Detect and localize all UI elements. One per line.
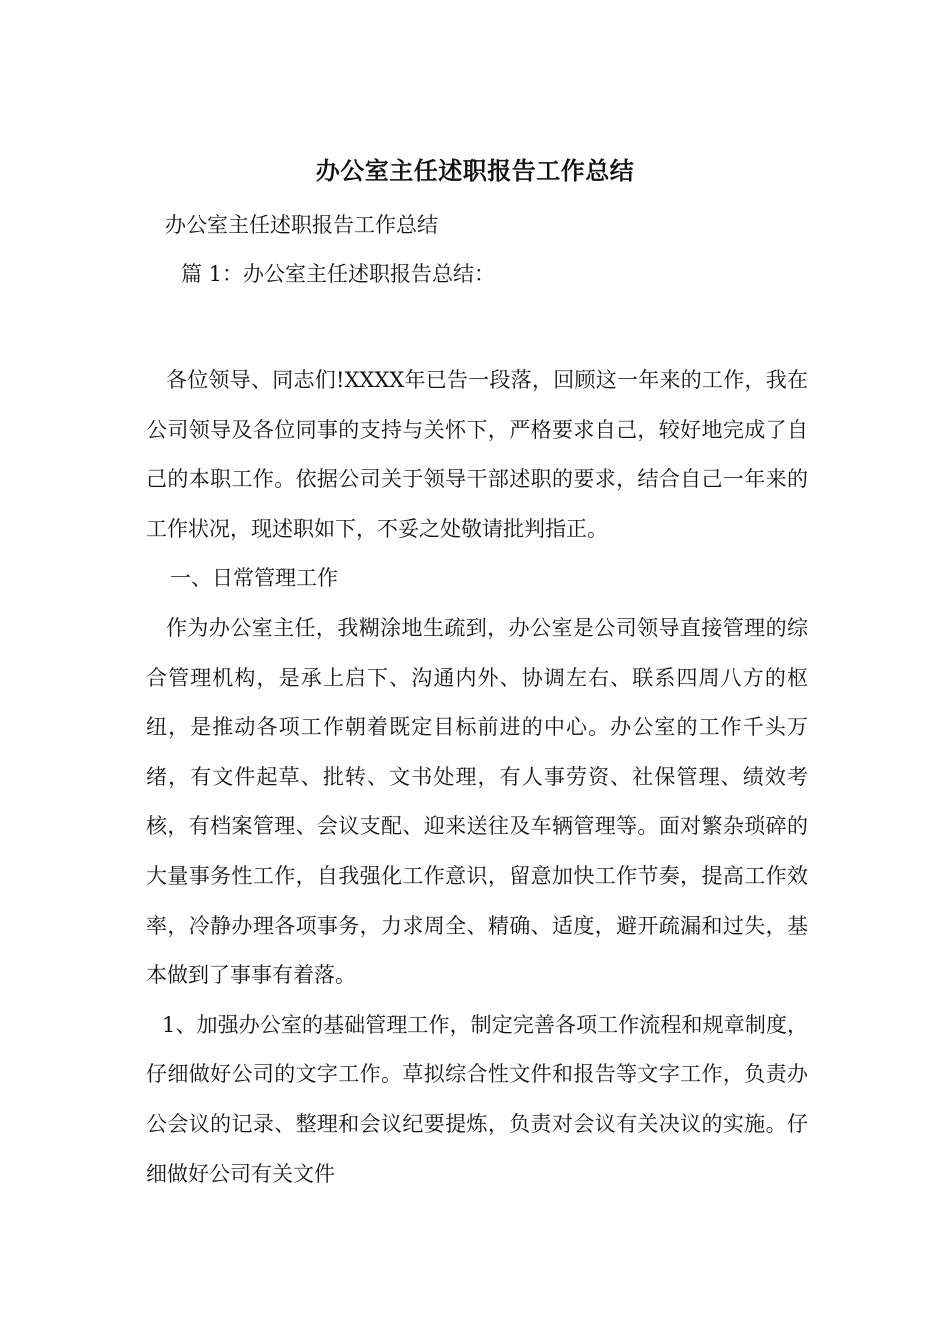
section-heading-daily-management: 一、日常管理工作 (170, 566, 338, 591)
paragraph-basic-management: 1、加强办公室的基础管理工作，制定完善各项工作流程和规章制度，仔细做好公司的文字工作。草拟综合性文件和报告等文字工作，负责办公会议的记录、整理和会议纪要提炼，负责对会议有关决议的实施。仔细做好公司有关文件 (146, 1012, 808, 1186)
document-subtitle: 办公室主任述职报告工作总结 (165, 213, 438, 237)
chapter-heading: 篇 1：办公室主任述职报告总结： (181, 262, 496, 286)
document-title: 办公室主任述职报告工作总结 (315, 156, 635, 185)
paragraph-office-role: 作为办公室主任，我糊涂地生疏到，办公室是公司领导直接管理的综合管理机构，是承上启下、沟通内外、协调左右、联系四周八方的枢纽，是推动各项工作朝着既定目标前进的中心。办公室的工作千头万绪，有文件起草、批转、文书处理，有人事劳资、社保管理、绩效考核，有档案管理、会议支配、迎来送往及车辆管理等。面对繁杂琐碎的大量事务性工作，自我强化工作意识，留意加快工作节奏，提高工作效率，冷静办理各项事务，力求周全、精确、适度，避开疏漏和过失，基本做到了事事有着落。 (146, 615, 808, 988)
document-body (146, 356, 808, 1199)
paragraph-greeting: 各位领导、同志们!XXXX年已告一段落，回顾这一年来的工作，我在公司领导及各位同事的支持与关怀下，严格要求自己，较好地完成了自己的本职工作。依据公司关于领导干部述职的要求，结合自己一年来的工作状况，现述职如下，不妥之处敬请批判指正。 (146, 368, 808, 541)
